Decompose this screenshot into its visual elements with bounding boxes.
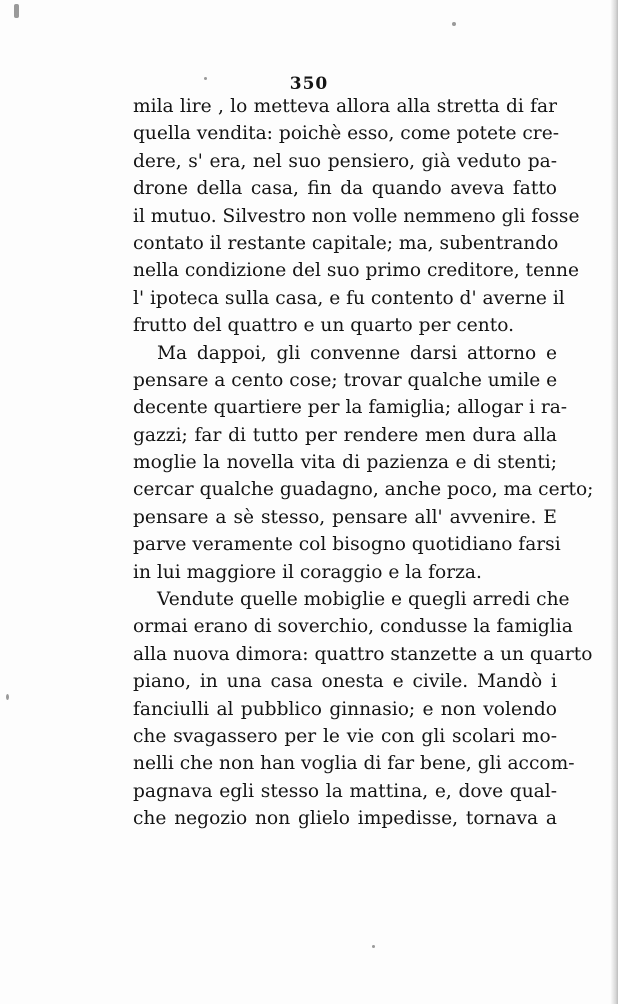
print-speck xyxy=(452,22,456,26)
text-line: drone della casa, fin da quando aveva fatto xyxy=(133,178,557,200)
print-speck xyxy=(14,4,19,18)
text-line: piano, in una casa onesta e civile. Mandò i xyxy=(133,671,557,693)
text-line: ormai erano di soverchio, condusse la famiglia xyxy=(133,616,573,638)
text-line: dere, s' era, nel suo pensiero, già veduto pa- xyxy=(133,150,557,172)
text-line: pagnava egli stesso la mattina, e, dove qual- xyxy=(133,780,557,802)
text-line: pensare a sè stesso, pensare all' avvenire. E xyxy=(133,506,557,528)
print-speck xyxy=(372,945,375,948)
text-line: cercar qualche guadagno, anche poco, ma certo; xyxy=(133,479,594,501)
text-line: il mutuo. Silvestro non volle nemmeno gli fosse xyxy=(133,205,580,227)
page-number: 350 xyxy=(289,74,329,94)
text-line: in lui maggiore il coraggio e la forza. xyxy=(133,561,482,583)
page-edge-shadow xyxy=(610,0,618,1004)
paragraph xyxy=(133,586,593,833)
text-line: gazzi; far di tutto per rendere men dura alla xyxy=(133,424,557,446)
text-line: Ma dappoi, gli convenne darsi attorno e xyxy=(157,342,557,364)
body-text xyxy=(133,93,594,833)
text-line: fanciulli al pubblico ginnasio; e non volendo xyxy=(133,698,557,720)
text-line: moglie la novella vita di pazienza e di stenti; xyxy=(133,452,557,474)
text-line: quella vendita: poichè esso, come potete cre- xyxy=(133,123,559,145)
print-speck xyxy=(6,694,9,700)
text-line: frutto del quattro e un quarto per cento. xyxy=(133,315,515,337)
text-line: che svagassero per le vie con gli scolari mo- xyxy=(133,725,557,747)
text-line: parve veramente col bisogno quotidiano farsi xyxy=(133,534,561,556)
paragraph xyxy=(133,340,594,587)
paragraph xyxy=(133,93,580,340)
text-line: pensare a cento cose; trovar qualche umile e xyxy=(133,369,558,391)
text-line: alla nuova dimora: quattro stanzette a un quarto xyxy=(133,643,593,665)
text-line: nelli che non han voglia di far bene, gli accom- xyxy=(133,753,575,775)
text-line: che negozio non glielo impedisse, tornava a xyxy=(133,808,557,830)
text-line: Vendute quelle mobiglie e quegli arredi che xyxy=(157,589,570,611)
text-line: l' ipoteca sulla casa, e fu contento d' averne il xyxy=(133,287,565,309)
text-line: nella condizione del suo primo creditore, tenne xyxy=(133,260,579,282)
text-line: contato il restante capitale; ma, subentrando xyxy=(133,232,559,254)
text-line: decente quartiere per la famiglia; allogar i ra- xyxy=(133,397,568,419)
text-line: mila lire , lo metteva allora alla stretta di far xyxy=(133,96,557,117)
